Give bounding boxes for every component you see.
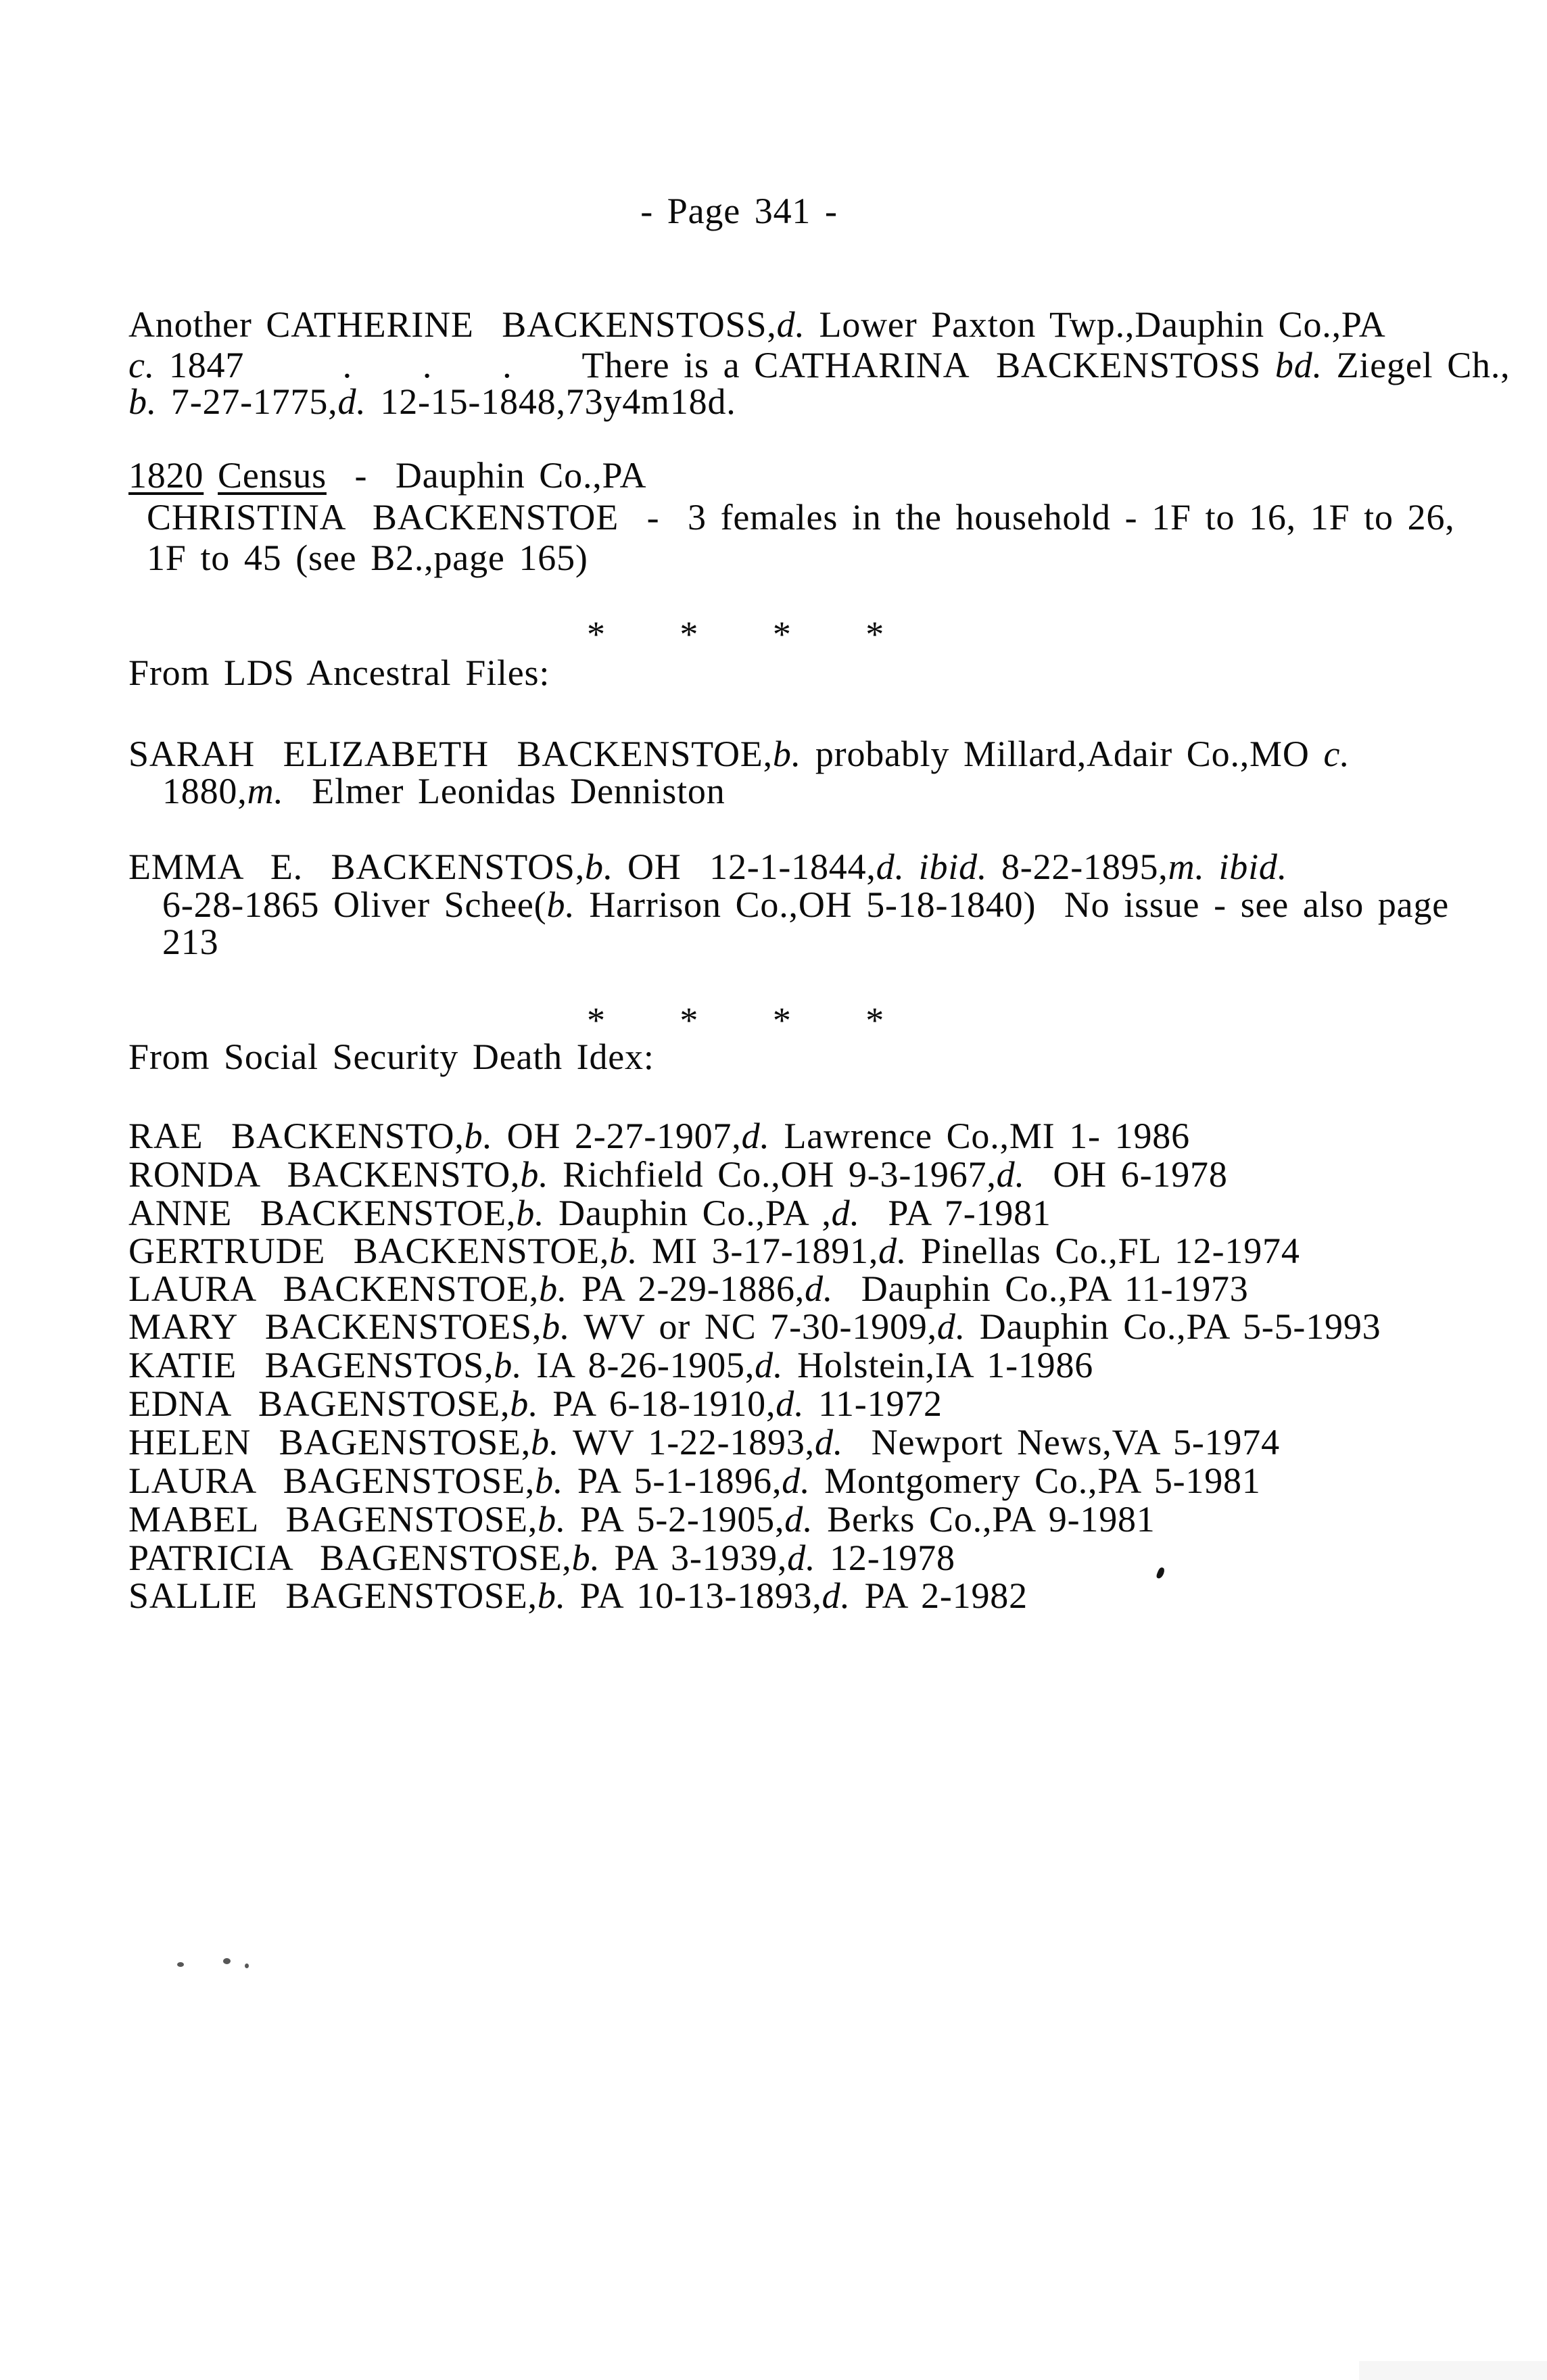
italic-text-segment: d. xyxy=(741,1116,770,1156)
text-segment: OH 6-1978 xyxy=(1024,1154,1228,1195)
italic-text-segment: d. xyxy=(782,1460,811,1501)
text-segment: * * * * xyxy=(587,614,885,654)
italic-text-segment: d. xyxy=(805,1268,834,1309)
ink-speck-artifact xyxy=(1156,1567,1166,1579)
text-segment: PATRICIA BAGENSTOSE, xyxy=(128,1538,572,1578)
entry-emma-line-2 xyxy=(162,884,1449,925)
ssdi-entry-gertrude xyxy=(128,1231,1300,1271)
italic-text-segment: b. xyxy=(128,381,158,422)
italic-text-segment: d. xyxy=(996,1154,1025,1195)
ssdi-entry-sallie xyxy=(128,1575,1028,1616)
underlined-text-segment: 1820 xyxy=(128,455,204,496)
italic-text-segment: d. xyxy=(878,1231,907,1271)
entry-sarah-line-2 xyxy=(162,771,725,811)
text-segment: 12-15-1848,73y4m18d. xyxy=(366,381,736,422)
italic-text-segment: m. xyxy=(1168,847,1205,887)
ssdi-entry-patricia xyxy=(128,1538,955,1578)
text-segment: 1847 . . . There is a CATHARINA BACKENSTOSS xyxy=(155,345,1275,385)
text-segment: Holstein,IA 1-1986 xyxy=(783,1345,1094,1385)
ssdi-entry-ronda xyxy=(128,1154,1228,1195)
text-segment: EDNA BAGENSTOSE, xyxy=(128,1383,510,1424)
text-segment: Richfield Co.,OH 9-3-1967, xyxy=(548,1154,997,1195)
census-line-christina xyxy=(147,497,1455,538)
text-segment: PA 5-2-1905, xyxy=(566,1499,785,1540)
italic-text-segment: ibid. xyxy=(918,847,988,887)
italic-text-segment: c. xyxy=(128,345,156,385)
text-segment: Another CATHERINE BACKENSTOSS, xyxy=(128,304,777,345)
entry-catherine-line-1 xyxy=(128,304,1386,345)
text-segment: Lower Paxton Twp.,Dauphin Co.,PA xyxy=(805,304,1386,345)
text-segment: 8-22-1895, xyxy=(987,847,1168,887)
text-segment: MARY BACKENSTOES, xyxy=(128,1306,542,1347)
ssdi-entry-katie xyxy=(128,1345,1093,1385)
text-segment: OH 12-1-1844, xyxy=(613,847,876,887)
text-segment: RONDA BACKENSTO, xyxy=(128,1154,521,1195)
ink-speck-artifact xyxy=(177,1962,184,1967)
text-segment: Lawrence Co.,MI 1- 1986 xyxy=(769,1116,1190,1156)
italic-text-segment: d. xyxy=(787,1538,816,1578)
text-segment: KATIE BAGENSTOS, xyxy=(128,1345,494,1385)
ssdi-entry-mabel xyxy=(128,1499,1156,1540)
text-segment: IA 8-26-1905, xyxy=(522,1345,755,1385)
text-segment: PA 3-1939, xyxy=(600,1538,788,1578)
text-segment: * * * * xyxy=(587,1000,885,1041)
text-segment: RAE BACKENSTO, xyxy=(128,1116,465,1156)
ssdi-entry-anne xyxy=(128,1193,1051,1233)
italic-text-segment: b. xyxy=(546,884,575,925)
text-segment xyxy=(1205,847,1219,887)
census-heading xyxy=(128,455,646,496)
text-segment xyxy=(905,847,919,887)
text-segment: EMMA E. BACKENSTOS, xyxy=(128,847,586,887)
text-segment: OH 2-27-1907, xyxy=(492,1116,742,1156)
text-segment: SALLIE BAGENSTOSE, xyxy=(128,1575,538,1616)
italic-text-segment: b. xyxy=(539,1268,568,1309)
text-segment: 11-1972 xyxy=(804,1383,943,1424)
italic-text-segment: b. xyxy=(537,1575,566,1616)
italic-text-segment: b. xyxy=(538,1499,567,1540)
text-segment: Montgomery Co.,PA 5-1981 xyxy=(810,1460,1261,1501)
text-segment: MI 3-17-1891, xyxy=(638,1231,879,1271)
italic-text-segment: b. xyxy=(535,1460,564,1501)
italic-text-segment: d. xyxy=(776,1383,805,1424)
italic-text-segment: d. xyxy=(784,1499,813,1540)
underlined-text-segment: Census xyxy=(218,455,327,496)
ssdi-entry-edna xyxy=(128,1383,943,1424)
text-segment: Dauphin Co.,PA 5-5-1993 xyxy=(966,1306,1381,1347)
italic-text-segment: b. xyxy=(772,734,802,774)
italic-text-segment: b. xyxy=(516,1193,545,1233)
text-segment: 1F to 45 (see B2.,page 165) xyxy=(147,538,588,578)
italic-text-segment: b. xyxy=(494,1345,523,1385)
text-segment: 1880, xyxy=(162,771,247,811)
text-segment: ANNE BACKENSTOE, xyxy=(128,1193,517,1233)
text-segment: GERTRUDE BACKENSTOE, xyxy=(128,1231,610,1271)
census-line-continuation xyxy=(147,538,588,578)
text-segment: PA 2-29-1886, xyxy=(567,1268,805,1309)
italic-text-segment: d. xyxy=(936,1306,966,1347)
ssdi-entry-laura-backenstoe xyxy=(128,1268,1249,1309)
text-segment: From Social Security Death Idex: xyxy=(128,1037,654,1077)
text-segment: probably Millard,Adair Co.,MO xyxy=(801,734,1324,774)
text-segment: WV or NC 7-30-1909, xyxy=(570,1306,937,1347)
text-segment: Dauphin Co.,PA 11-1973 xyxy=(833,1268,1249,1309)
italic-text-segment: b. xyxy=(609,1231,638,1271)
italic-text-segment: b. xyxy=(510,1383,539,1424)
text-segment xyxy=(204,455,218,496)
italic-text-segment: m. xyxy=(247,771,284,811)
ssdi-entry-mary xyxy=(128,1306,1381,1347)
text-segment: - Dauphin Co.,PA xyxy=(326,455,647,496)
entry-catherine-line-2 xyxy=(128,345,1510,385)
text-segment: MABEL BAGENSTOSE, xyxy=(128,1499,538,1540)
italic-text-segment: d. xyxy=(337,381,366,422)
italic-text-segment: d. xyxy=(822,1575,851,1616)
text-segment: WV 1-22-1893, xyxy=(559,1422,815,1462)
italic-text-segment: b. xyxy=(542,1306,571,1347)
ink-speck-artifact xyxy=(245,1964,249,1968)
text-segment: Elmer Leonidas Denniston xyxy=(283,771,725,811)
text-segment: 213 xyxy=(162,922,219,962)
italic-text-segment: b. xyxy=(464,1116,493,1156)
text-segment: 12-1978 xyxy=(815,1538,955,1578)
section-heading-ssdi xyxy=(128,1037,654,1077)
italic-text-segment: d. xyxy=(876,847,905,887)
asterisk-separator xyxy=(587,1000,884,1041)
text-segment: 7-27-1775, xyxy=(157,381,338,422)
entry-emma-line-1 xyxy=(128,847,1287,887)
text-segment: From LDS Ancestral Files: xyxy=(128,652,550,693)
text-segment: Pinellas Co.,FL 12-1974 xyxy=(907,1231,1300,1271)
text-segment: 6-28-1865 Oliver Schee( xyxy=(162,884,547,925)
page-number-header: - Page 341 - xyxy=(640,191,838,231)
italic-text-segment: d. xyxy=(831,1193,860,1233)
text-segment: Berks Co.,PA 9-1981 xyxy=(813,1499,1156,1540)
text-segment: Ziegel Ch., xyxy=(1322,345,1510,385)
italic-text-segment: b. xyxy=(585,847,614,887)
entry-catherine-line-3 xyxy=(128,381,736,422)
italic-text-segment: d. xyxy=(755,1345,784,1385)
text-segment: PA 5-1-1896, xyxy=(563,1460,782,1501)
text-segment: CHRISTINA BACKENSTOE - 3 females in the household - 1F to 16, 1F to 26, xyxy=(147,497,1455,538)
italic-text-segment: d. xyxy=(814,1422,844,1462)
section-heading-lds xyxy=(128,652,550,693)
asterisk-separator xyxy=(587,614,884,654)
italic-text-segment: bd. xyxy=(1275,345,1323,385)
italic-text-segment: b. xyxy=(571,1538,600,1578)
text-segment: LAURA BAGENSTOSE, xyxy=(128,1460,536,1501)
italic-text-segment: ibid. xyxy=(1218,847,1288,887)
ssdi-entry-helen xyxy=(128,1422,1280,1462)
text-segment: Dauphin Co.,PA , xyxy=(544,1193,832,1233)
ink-speck-artifact xyxy=(223,1958,231,1964)
scan-shade-artifact xyxy=(1359,2361,1547,2380)
entry-emma-line-3 xyxy=(162,922,218,962)
entry-sarah-line-1 xyxy=(128,734,1350,774)
text-segment: PA 7-1981 xyxy=(859,1193,1051,1233)
text-segment: SARAH ELIZABETH BACKENSTOE, xyxy=(128,734,773,774)
ssdi-entry-rae xyxy=(128,1116,1190,1156)
italic-text-segment: c. xyxy=(1323,734,1350,774)
italic-text-segment: b. xyxy=(520,1154,549,1195)
italic-text-segment: b. xyxy=(531,1422,560,1462)
text-segment: PA 2-1982 xyxy=(850,1575,1028,1616)
italic-text-segment: d. xyxy=(776,304,805,345)
text-segment: LAURA BACKENSTOE, xyxy=(128,1268,540,1309)
text-segment: PA 6-18-1910, xyxy=(538,1383,776,1424)
text-segment: HELEN BAGENSTOSE, xyxy=(128,1422,531,1462)
text-segment: Newport News,VA 5-1974 xyxy=(843,1422,1280,1462)
text-segment: PA 10-13-1893, xyxy=(566,1575,822,1616)
ssdi-entry-laura-bagenstose xyxy=(128,1460,1261,1501)
text-segment: Harrison Co.,OH 5-18-1840) No issue - see also page xyxy=(575,884,1450,925)
